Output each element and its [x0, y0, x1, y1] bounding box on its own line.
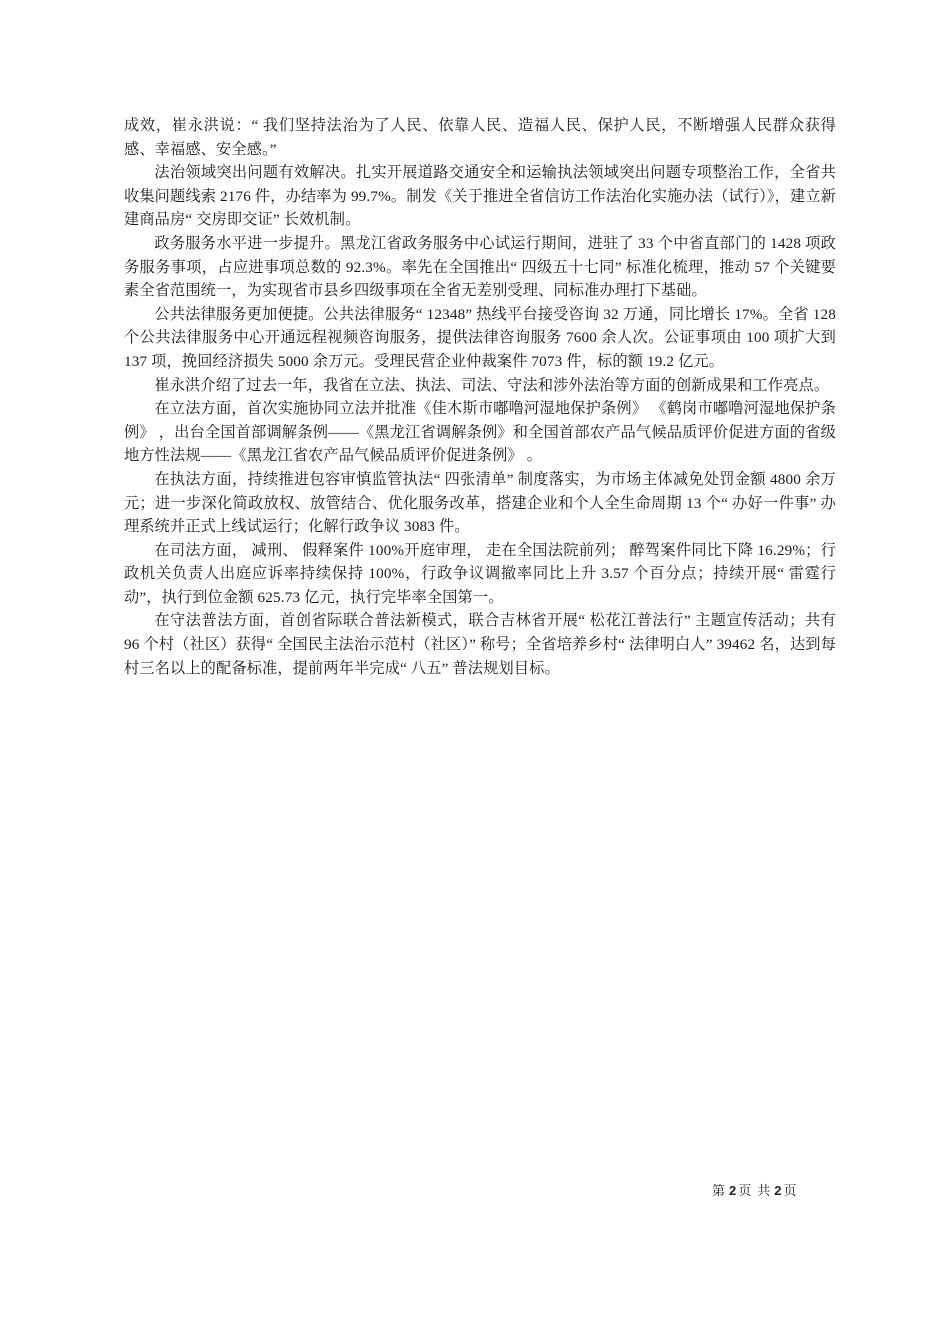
footer-total-unit: 页 — [783, 1183, 797, 1198]
total-page-count: 2 — [774, 1183, 782, 1198]
current-page-number: 2 — [729, 1183, 737, 1198]
paragraph-law-popularization: 在守法普法方面，首创省际联合普法新模式，联合吉林省开展“ 松花江普法行” 主题宣传活动；共有 96 个村（社区）获得“ 全国民主法治示范村（社区）” 称号；全省培养乡村“ 法律明白人” 39462 名，达到每村三名以上的配备标准，提前两年半完成“ 八五” 普法规划目标。 — [124, 612, 836, 677]
page-number-footer — [712, 1180, 797, 1199]
footer-page-unit: 页 — [738, 1183, 752, 1198]
paragraph-law-enforcement-issues: 法治领域突出问题有效解决。扎实开展道路交通安全和运输执法领域突出问题专项整治工作，全省共收集问题线索 2176 件，办结率为 99.7%。制发《关于推进全省信访工作法治化实施办法（试行）》，建立新建商品房“ 交房即交证” 长效机制。 — [124, 164, 836, 229]
document-body — [124, 114, 836, 680]
paragraph-enforcement: 在执法方面，持续推进包容审慎监管执法“ 四张清单” 制度落实，为市场主体减免处罚金额 4800 余万元；进一步深化简政放权、放管结合、优化服务改革，搭建企业和个人全生命周期 13 个“ 办好一件事” 办理系统并正式上线试运行；化解行政争议 3083 件。 — [124, 470, 836, 536]
footer-prefix: 第 — [712, 1183, 726, 1198]
paragraph-legislation: 在立法方面，首次实施协同立法并批准《佳木斯市嘟噜河湿地保护条例》 《鹤岗市嘟噜河湿地保护条例》 ，出台全国首部调解条例——《黑龙江省调解条例》和全国首部农产品气候品质评价促进方面的省级地方性法规——《黑龙江省农产品气候品质评价促进条例》 。 — [124, 400, 836, 465]
paragraph-government-services: 政务服务水平进一步提升。黑龙江省政务服务中心试运行期间，进驻了 33 个中省直部门的 1428 项政务服务事项，占应进事项总数的 92.3%。率先在全国推出“ 四级五十七同” 标准化梳理，推动 57 个关键要素全省范围统一，为实现省市县乡四级事项在全省无差别受理、同标准办理打下基础。 — [124, 234, 836, 300]
footer-total-prefix: 共 — [757, 1183, 771, 1198]
paragraph-judiciary: 在司法方面， 减刑、 假释案件 100%开庭审理， 走在全国法院前列； 醉驾案件同比下降 16.29%；行政机关负责人出庭应诉率持续保持 100%，行政争议调撤率同比上升 3.57 个百分点；持续开展“ 雷霆行动”，执行到位金额 625.73 亿元，执行完毕率全国第一。 — [124, 541, 836, 606]
paragraph-quote-continuation: 成效，崔永洪说：“ 我们坚持法治为了人民、依靠人民、造福人民、保护人民，不断增强人民群众获得感、幸福感、安全感。” — [124, 117, 836, 158]
paragraph-achievements-intro: 崔永洪介绍了过去一年，我省在立法、执法、司法、守法和涉外法治等方面的创新成果和工作亮点。 — [154, 376, 830, 394]
paragraph-public-legal-services: 公共法律服务更加便捷。公共法律服务“ 12348” 热线平台接受咨询 32 万通，同比增长 17%。全省 128 个公共法律服务中心开通远程视频咨询服务，提供法律咨询服务 7600 余人次。公证事项由 100 项扩大到 137 项，挽回经济损失 5000 余万元。受理民营企业仲裁案件 7073 件，标的额 19.2 亿元。 — [124, 305, 836, 370]
